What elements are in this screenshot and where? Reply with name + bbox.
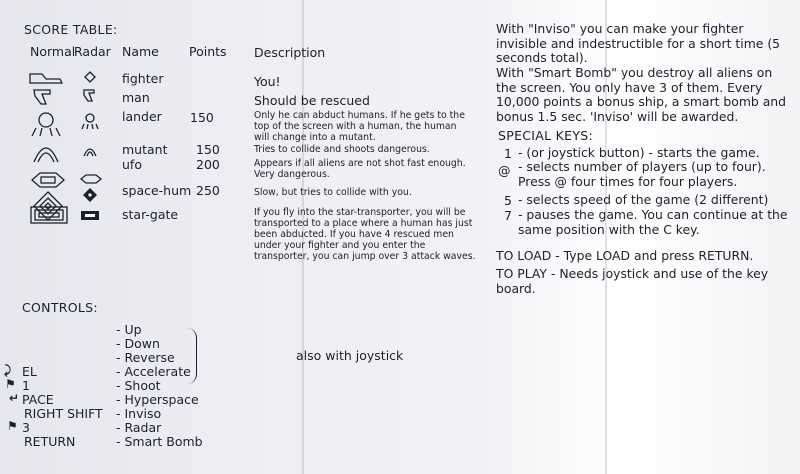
- special-key-at: @: [498, 163, 511, 178]
- row-name-lander: lander: [122, 109, 162, 124]
- control-key-return: RETURN: [24, 434, 76, 449]
- special-text-1: - (or joystick button) - starts the game.: [518, 145, 760, 160]
- special-key-1: 1: [504, 146, 512, 161]
- row-desc-star-gate: If you fly into the star-transporter, you will be transported to a place where a human has just been abducted. If you have 4 rescued men under your fighter and you enter the transporter, you can jump over 3 attack waves.: [254, 207, 476, 262]
- row-desc-man: Should be rescued: [254, 93, 370, 108]
- torn-mark: ⚑: [5, 377, 16, 391]
- control-action-up: - Up: [116, 322, 142, 337]
- control-action-accelerate: - Accelerate: [116, 364, 191, 379]
- inviso-paragraph: With "Inviso" you can make your fighter invisible and indestructible for a short time (5 seconds total).: [496, 21, 781, 65]
- col-radar: Radar: [74, 44, 111, 59]
- special-key-7: 7: [504, 208, 512, 223]
- row-name-man: man: [122, 90, 150, 105]
- score-table-heading: SCORE TABLE:: [24, 22, 118, 37]
- special-text-5: - selects speed of the game (2 different): [518, 192, 769, 207]
- row-desc-lander: Only he can abduct humans. If he gets to the top of the screen with a human, the human will change into a mutant.: [254, 110, 465, 143]
- control-key-el: EL: [22, 364, 37, 379]
- row-desc-mutant: Tries to collide and shoots dangerous.: [254, 144, 430, 155]
- row-points-ufo: 200: [196, 157, 220, 172]
- control-action-shoot: - Shoot: [116, 378, 161, 393]
- row-points-lander: 150: [190, 110, 214, 125]
- control-action-inviso: - Inviso: [116, 406, 162, 421]
- controls-heading: CONTROLS:: [22, 300, 98, 315]
- col-normal: Normal: [30, 44, 76, 59]
- col-points: Points: [189, 44, 227, 59]
- normal-sprites-icon: [26, 68, 70, 228]
- to-load-instruction: TO LOAD - Type LOAD and press RETURN.: [496, 248, 754, 263]
- row-name-mutant: mutant: [122, 142, 168, 157]
- control-key-space: PACE: [22, 392, 54, 407]
- row-name-star-gate: star-gate: [122, 207, 179, 222]
- control-action-down: - Down: [116, 336, 160, 351]
- col-name: Name: [122, 44, 159, 59]
- control-action-reverse: - Reverse: [116, 350, 175, 365]
- special-text-at: - selects number of players (up to four). Press @ four times for four players.: [518, 159, 766, 189]
- radar-sprites-icon: [78, 70, 104, 226]
- col-description: Description: [254, 45, 326, 60]
- row-points-mutant: 150: [196, 142, 220, 157]
- special-key-5: 5: [504, 193, 512, 208]
- control-key-3: 3: [22, 420, 30, 435]
- control-key-1: 1: [22, 378, 30, 393]
- star-gate-icon: [30, 206, 68, 224]
- to-play-instruction: TO PLAY - Needs joystick and use of the key board.: [496, 266, 769, 296]
- control-key-right-shift: RIGHT SHIFT: [24, 406, 103, 421]
- row-desc-ufo: Appears if all aliens are not shot fast enough. Very dangerous.: [254, 158, 466, 180]
- row-name-space-hum: space-hum: [122, 183, 192, 198]
- control-action-radar: - Radar: [116, 420, 162, 435]
- row-name-fighter: fighter: [122, 71, 164, 86]
- torn-mark: ↵: [9, 391, 20, 405]
- row-points-space-hum: 250: [196, 183, 220, 198]
- torn-mark: ⚑: [7, 419, 18, 433]
- controls-brace: [186, 328, 197, 384]
- smart-bomb-paragraph: With "Smart Bomb" you destroy all aliens on the screen. You only have 3 of them. Every 10,000 points a bonus ship, a smart bomb and bonus 1.5 sec. 'Inviso' will be awarded.: [496, 65, 787, 124]
- row-desc-fighter: You!: [254, 74, 281, 89]
- special-keys-heading: SPECIAL KEYS:: [498, 128, 594, 143]
- joystick-note: also with joystick: [296, 348, 404, 363]
- row-desc-space-hum: Slow, but tries to collide with you.: [254, 187, 412, 198]
- control-action-hyperspace: - Hyperspace: [116, 392, 199, 407]
- special-text-7: - pauses the game. You can continue at the same position with the C key.: [518, 207, 788, 237]
- control-action-smart-bomb: - Smart Bomb: [116, 434, 203, 449]
- torn-mark: ⤸: [4, 363, 12, 377]
- row-name-ufo: ufo: [122, 157, 142, 172]
